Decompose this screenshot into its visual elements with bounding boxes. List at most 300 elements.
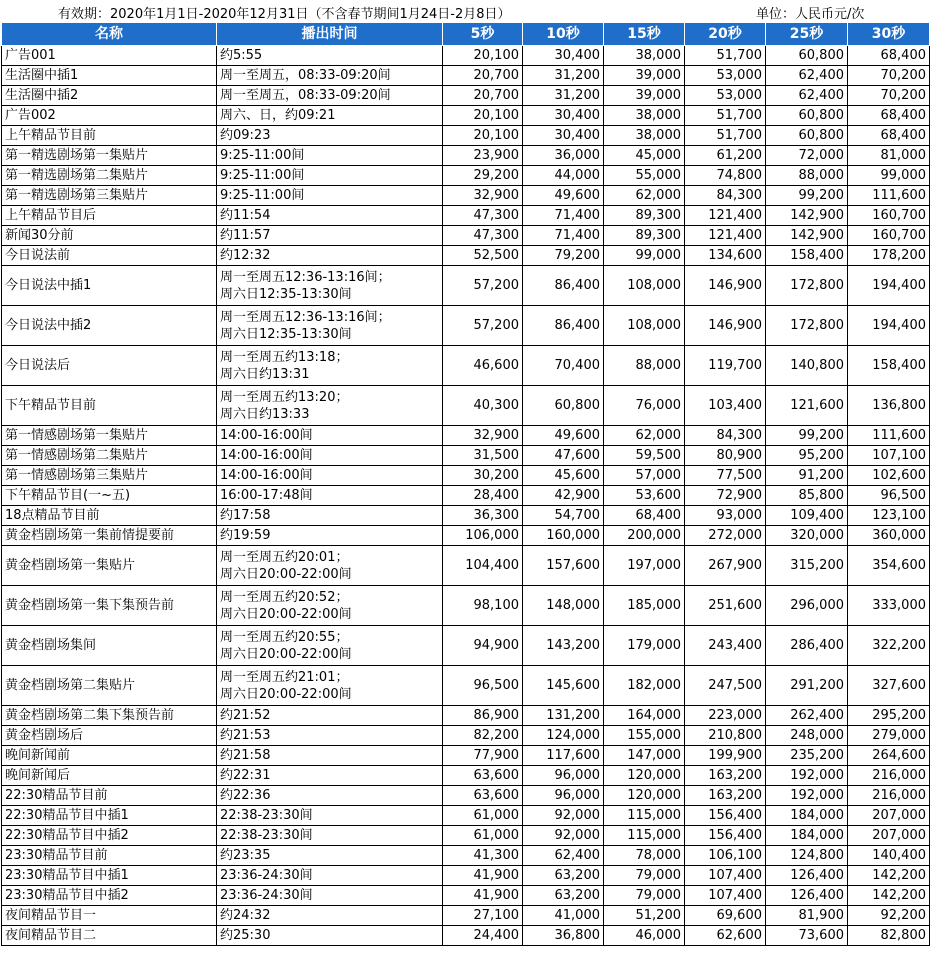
price-cell: 62,400 <box>766 86 848 106</box>
price-cell: 140,400 <box>848 846 930 866</box>
airtime-cell <box>217 466 443 486</box>
price-cell: 40,300 <box>443 386 523 426</box>
price-cell: 74,800 <box>685 166 766 186</box>
table-row <box>2 186 930 206</box>
price-cell: 111,600 <box>848 426 930 446</box>
price-cell: 63,200 <box>523 866 604 886</box>
airtime-line: 约11:54 <box>220 208 271 223</box>
table-row <box>2 886 930 906</box>
slot-name-cell: 黄金档剧场第一集贴片 <box>2 546 217 586</box>
airtime-line: 周一至周五约13:20； <box>220 389 349 405</box>
price-cell: 28,400 <box>443 486 523 506</box>
price-cell: 36,000 <box>523 146 604 166</box>
table-row <box>2 106 930 126</box>
column-header-5s: 5秒 <box>443 23 523 46</box>
price-cell: 62,000 <box>604 186 685 206</box>
table-row <box>2 786 930 806</box>
airtime-line: 周一至周五，08:33-09:20间 <box>220 68 391 83</box>
table-row <box>2 346 930 386</box>
price-cell: 131,200 <box>523 706 604 726</box>
price-cell: 145,600 <box>523 666 604 706</box>
price-cell: 57,000 <box>604 466 685 486</box>
price-cell: 272,000 <box>685 526 766 546</box>
airtime-cell <box>217 746 443 766</box>
table-row <box>2 506 930 526</box>
price-cell: 73,600 <box>766 926 848 946</box>
price-cell: 77,500 <box>685 466 766 486</box>
airtime-cell <box>217 66 443 86</box>
price-cell: 86,900 <box>443 706 523 726</box>
table-row <box>2 206 930 226</box>
price-cell: 86,400 <box>523 266 604 306</box>
slot-name-cell: 第一精选剧场第三集贴片 <box>2 186 217 206</box>
airtime-cell <box>217 346 443 386</box>
price-cell: 99,200 <box>766 186 848 206</box>
price-cell: 32,900 <box>443 186 523 206</box>
price-cell: 68,400 <box>848 106 930 126</box>
currency-unit: 单位：人民币元/次 <box>756 7 865 22</box>
table-row <box>2 866 930 886</box>
slot-name-cell: 黄金档剧场第二集下集预告前 <box>2 706 217 726</box>
price-cell: 194,400 <box>848 306 930 346</box>
column-header-name: 名称 <box>2 23 217 46</box>
column-header-10s: 10秒 <box>523 23 604 46</box>
airtime-cell <box>217 506 443 526</box>
airtime-cell <box>217 106 443 126</box>
price-cell: 251,600 <box>685 586 766 626</box>
price-cell: 24,400 <box>443 926 523 946</box>
price-cell: 20,700 <box>443 66 523 86</box>
airtime-line: 约24:32 <box>220 908 271 923</box>
table-row <box>2 846 930 866</box>
table-row <box>2 266 930 306</box>
airtime-line: 约25:30 <box>220 928 271 943</box>
slot-name-cell: 22:30精品节目中插2 <box>2 826 217 846</box>
price-cell: 86,400 <box>523 306 604 346</box>
price-cell: 216,000 <box>848 786 930 806</box>
slot-name-cell: 第一情感剧场第二集贴片 <box>2 446 217 466</box>
price-cell: 104,400 <box>443 546 523 586</box>
price-cell: 262,400 <box>766 706 848 726</box>
airtime-line: 约21:53 <box>220 728 271 743</box>
price-cell: 63,200 <box>523 886 604 906</box>
price-cell: 20,700 <box>443 86 523 106</box>
price-cell: 160,700 <box>848 226 930 246</box>
price-cell: 32,900 <box>443 426 523 446</box>
airtime-cell <box>217 146 443 166</box>
price-cell: 76,000 <box>604 386 685 426</box>
column-header-20s: 20秒 <box>685 23 766 46</box>
slot-name-cell: 黄金档剧场第一集前情提要前 <box>2 526 217 546</box>
price-cell: 89,300 <box>604 226 685 246</box>
table-row <box>2 726 930 746</box>
slot-name-cell: 今日说法中插2 <box>2 306 217 346</box>
price-cell: 46,600 <box>443 346 523 386</box>
airtime-cell <box>217 526 443 546</box>
price-cell: 78,000 <box>604 846 685 866</box>
airtime-cell <box>217 246 443 266</box>
price-cell: 31,200 <box>523 86 604 106</box>
price-cell: 156,400 <box>685 806 766 826</box>
price-cell: 155,000 <box>604 726 685 746</box>
column-header-25s: 25秒 <box>766 23 848 46</box>
airtime-cell <box>217 446 443 466</box>
price-cell: 41,000 <box>523 906 604 926</box>
price-cell: 247,500 <box>685 666 766 706</box>
price-cell: 163,200 <box>685 766 766 786</box>
price-cell: 354,600 <box>848 546 930 586</box>
price-cell: 115,000 <box>604 826 685 846</box>
table-row <box>2 906 930 926</box>
slot-name-cell: 上午精品节目后 <box>2 206 217 226</box>
price-cell: 84,300 <box>685 186 766 206</box>
airtime-line: 周六日20:00-22:00间 <box>220 686 352 702</box>
price-cell: 45,600 <box>523 466 604 486</box>
airtime-line: 周六日20:00-22:00间 <box>220 566 352 582</box>
table-row <box>2 526 930 546</box>
price-cell: 199,900 <box>685 746 766 766</box>
price-cell: 69,600 <box>685 906 766 926</box>
price-cell: 210,800 <box>685 726 766 746</box>
price-cell: 89,300 <box>604 206 685 226</box>
airtime-line: 约11:57 <box>220 228 271 243</box>
price-cell: 172,800 <box>766 266 848 306</box>
price-cell: 81,900 <box>766 906 848 926</box>
table-row <box>2 546 930 586</box>
slot-name-cell: 夜间精品节目二 <box>2 926 217 946</box>
price-cell: 120,000 <box>604 786 685 806</box>
price-cell: 194,400 <box>848 266 930 306</box>
airtime-cell <box>217 266 443 306</box>
price-cell: 117,600 <box>523 746 604 766</box>
price-cell: 53,000 <box>685 66 766 86</box>
price-cell: 54,700 <box>523 506 604 526</box>
airtime-line: 14:00-16:00间 <box>220 428 313 443</box>
price-cell: 30,200 <box>443 466 523 486</box>
price-cell: 333,000 <box>848 586 930 626</box>
airtime-line: 约21:58 <box>220 748 271 763</box>
airtime-line: 约12:32 <box>220 248 271 263</box>
price-cell: 182,000 <box>604 666 685 706</box>
slot-name-cell: 上午精品节目前 <box>2 126 217 146</box>
airtime-line: 23:36-24:30间 <box>220 888 313 903</box>
price-cell: 60,800 <box>766 46 848 66</box>
price-cell: 30,400 <box>523 126 604 146</box>
price-cell: 80,900 <box>685 446 766 466</box>
price-cell: 92,200 <box>848 906 930 926</box>
price-cell: 49,600 <box>523 426 604 446</box>
price-cell: 121,400 <box>685 206 766 226</box>
price-cell: 134,600 <box>685 246 766 266</box>
price-cell: 44,000 <box>523 166 604 186</box>
price-cell: 157,600 <box>523 546 604 586</box>
price-cell: 160,700 <box>848 206 930 226</box>
price-cell: 62,600 <box>685 926 766 946</box>
price-cell: 61,200 <box>685 146 766 166</box>
validity-period: 有效期：2020年1月1日-2020年12月31日（不含春节期间1月24日-2月8日） <box>58 7 511 22</box>
slot-name-cell: 夜间精品节目一 <box>2 906 217 926</box>
column-header-30s: 30秒 <box>848 23 930 46</box>
slot-name-cell: 新闻30分前 <box>2 226 217 246</box>
price-cell: 51,700 <box>685 126 766 146</box>
price-cell: 68,400 <box>604 506 685 526</box>
price-cell: 61,000 <box>443 806 523 826</box>
price-cell: 63,600 <box>443 786 523 806</box>
column-header-airtime: 播出时间 <box>217 23 443 46</box>
price-cell: 140,800 <box>766 346 848 386</box>
airtime-cell <box>217 766 443 786</box>
airtime-cell <box>217 46 443 66</box>
price-cell: 291,200 <box>766 666 848 706</box>
table-row <box>2 746 930 766</box>
slot-name-cell: 22:30精品节目中插1 <box>2 806 217 826</box>
table-row <box>2 586 930 626</box>
airtime-line: 约19:59 <box>220 528 271 543</box>
price-cell: 99,000 <box>848 166 930 186</box>
price-cell: 192,000 <box>766 766 848 786</box>
price-cell: 223,000 <box>685 706 766 726</box>
price-cell: 96,500 <box>443 666 523 706</box>
airtime-cell <box>217 586 443 626</box>
slot-name-cell: 黄金档剧场第一集下集预告前 <box>2 586 217 626</box>
price-cell: 121,600 <box>766 386 848 426</box>
price-cell: 184,000 <box>766 806 848 826</box>
price-cell: 200,000 <box>604 526 685 546</box>
airtime-line: 周一至周五12:36-13:16间； <box>220 269 391 285</box>
price-cell: 84,300 <box>685 426 766 446</box>
price-cell: 51,700 <box>685 46 766 66</box>
airtime-cell <box>217 846 443 866</box>
header-row <box>2 23 930 46</box>
airtime-line: 9:25-11:00间 <box>220 188 305 203</box>
airtime-line: 周六日20:00-22:00间 <box>220 606 352 622</box>
airtime-line: 约22:36 <box>220 788 271 803</box>
price-cell: 124,800 <box>766 846 848 866</box>
price-cell: 20,100 <box>443 106 523 126</box>
price-cell: 103,400 <box>685 386 766 426</box>
airtime-line: 周一至周五，08:33-09:20间 <box>220 88 391 103</box>
price-cell: 31,500 <box>443 446 523 466</box>
price-cell: 136,800 <box>848 386 930 426</box>
airtime-cell <box>217 386 443 426</box>
slot-name-cell: 晚间新闻后 <box>2 766 217 786</box>
price-cell: 41,900 <box>443 866 523 886</box>
airtime-line: 约23:35 <box>220 848 271 863</box>
slot-name-cell: 23:30精品节目前 <box>2 846 217 866</box>
airtime-cell <box>217 226 443 246</box>
airtime-cell <box>217 806 443 826</box>
table-row <box>2 306 930 346</box>
price-cell: 47,600 <box>523 446 604 466</box>
airtime-cell <box>217 206 443 226</box>
table-row <box>2 926 930 946</box>
price-cell: 322,200 <box>848 626 930 666</box>
airtime-cell <box>217 826 443 846</box>
price-cell: 243,400 <box>685 626 766 666</box>
airtime-line: 9:25-11:00间 <box>220 168 305 183</box>
price-cell: 79,000 <box>604 886 685 906</box>
slot-name-cell: 生活圈中插1 <box>2 66 217 86</box>
price-cell: 41,900 <box>443 886 523 906</box>
price-cell: 20,100 <box>443 46 523 66</box>
price-cell: 63,600 <box>443 766 523 786</box>
airtime-cell <box>217 546 443 586</box>
airtime-line: 周六日20:00-22:00间 <box>220 646 352 662</box>
rate-table <box>1 22 930 946</box>
table-row <box>2 46 930 66</box>
table-row <box>2 146 930 166</box>
price-cell: 70,400 <box>523 346 604 386</box>
airtime-line: 周一至周五约20:01； <box>220 549 349 565</box>
price-cell: 164,000 <box>604 706 685 726</box>
slot-name-cell: 黄金档剧场后 <box>2 726 217 746</box>
price-cell: 47,300 <box>443 206 523 226</box>
price-cell: 192,000 <box>766 786 848 806</box>
price-cell: 148,000 <box>523 586 604 626</box>
airtime-cell <box>217 186 443 206</box>
price-cell: 107,400 <box>685 886 766 906</box>
airtime-cell <box>217 726 443 746</box>
sheet-header <box>0 0 930 22</box>
price-cell: 88,000 <box>604 346 685 386</box>
price-cell: 142,200 <box>848 886 930 906</box>
price-cell: 93,000 <box>685 506 766 526</box>
airtime-line: 23:36-24:30间 <box>220 868 313 883</box>
slot-name-cell: 今日说法前 <box>2 246 217 266</box>
price-cell: 106,000 <box>443 526 523 546</box>
price-cell: 38,000 <box>604 106 685 126</box>
price-cell: 79,200 <box>523 246 604 266</box>
price-cell: 77,900 <box>443 746 523 766</box>
price-cell: 163,200 <box>685 786 766 806</box>
airtime-cell <box>217 926 443 946</box>
price-cell: 185,000 <box>604 586 685 626</box>
price-cell: 123,100 <box>848 506 930 526</box>
price-cell: 85,800 <box>766 486 848 506</box>
airtime-cell <box>217 706 443 726</box>
price-cell: 158,400 <box>766 246 848 266</box>
airtime-cell <box>217 306 443 346</box>
airtime-line: 周六日12:35-13:30间 <box>220 286 352 302</box>
airtime-cell <box>217 786 443 806</box>
slot-name-cell: 下午精品节目(一~五) <box>2 486 217 506</box>
airtime-cell <box>217 866 443 886</box>
slot-name-cell: 今日说法中插1 <box>2 266 217 306</box>
price-cell: 96,000 <box>523 766 604 786</box>
price-cell: 60,800 <box>523 386 604 426</box>
airtime-cell <box>217 426 443 446</box>
price-cell: 94,900 <box>443 626 523 666</box>
price-cell: 30,400 <box>523 106 604 126</box>
slot-name-cell: 18点精品节目前 <box>2 506 217 526</box>
airtime-line: 14:00-16:00间 <box>220 468 313 483</box>
price-cell: 41,300 <box>443 846 523 866</box>
table-body <box>2 46 930 946</box>
airtime-line: 周六日约13:31 <box>220 366 310 382</box>
airtime-cell <box>217 166 443 186</box>
price-cell: 126,400 <box>766 866 848 886</box>
price-cell: 92,000 <box>523 826 604 846</box>
airtime-line: 约22:31 <box>220 768 271 783</box>
airtime-cell <box>217 86 443 106</box>
price-cell: 120,000 <box>604 766 685 786</box>
price-cell: 57,200 <box>443 266 523 306</box>
price-cell: 320,000 <box>766 526 848 546</box>
slot-name-cell: 下午精品节目前 <box>2 386 217 426</box>
airtime-line: 9:25-11:00间 <box>220 148 305 163</box>
price-cell: 60,800 <box>766 106 848 126</box>
slot-name-cell: 生活圈中插2 <box>2 86 217 106</box>
airtime-cell <box>217 626 443 666</box>
price-cell: 53,600 <box>604 486 685 506</box>
price-cell: 235,200 <box>766 746 848 766</box>
price-cell: 107,100 <box>848 446 930 466</box>
price-cell: 52,500 <box>443 246 523 266</box>
price-cell: 53,000 <box>685 86 766 106</box>
price-cell: 179,000 <box>604 626 685 666</box>
slot-name-cell: 今日说法后 <box>2 346 217 386</box>
airtime-line: 周一至周五约20:55； <box>220 629 349 645</box>
airtime-line: 周一至周五约13:18； <box>220 349 349 365</box>
price-cell: 79,000 <box>604 866 685 886</box>
price-cell: 96,500 <box>848 486 930 506</box>
table-row <box>2 166 930 186</box>
table-row <box>2 126 930 146</box>
price-cell: 98,100 <box>443 586 523 626</box>
price-cell: 51,200 <box>604 906 685 926</box>
price-cell: 38,000 <box>604 46 685 66</box>
price-cell: 68,400 <box>848 126 930 146</box>
price-cell: 68,400 <box>848 46 930 66</box>
price-cell: 108,000 <box>604 266 685 306</box>
price-cell: 207,000 <box>848 806 930 826</box>
price-cell: 279,000 <box>848 726 930 746</box>
table-row <box>2 426 930 446</box>
slot-name-cell: 黄金档剧场第二集贴片 <box>2 666 217 706</box>
airtime-line: 14:00-16:00间 <box>220 448 313 463</box>
price-cell: 31,200 <box>523 66 604 86</box>
price-cell: 95,200 <box>766 446 848 466</box>
price-cell: 82,200 <box>443 726 523 746</box>
price-cell: 82,800 <box>848 926 930 946</box>
slot-name-cell: 23:30精品节目中插1 <box>2 866 217 886</box>
table-row <box>2 246 930 266</box>
slot-name-cell: 黄金档剧场集间 <box>2 626 217 666</box>
price-cell: 45,000 <box>604 146 685 166</box>
price-cell: 119,700 <box>685 346 766 386</box>
price-cell: 36,800 <box>523 926 604 946</box>
price-cell: 62,400 <box>766 66 848 86</box>
price-cell: 327,600 <box>848 666 930 706</box>
table-row <box>2 626 930 666</box>
price-cell: 172,800 <box>766 306 848 346</box>
airtime-line: 周六、日，约09:21 <box>220 108 336 123</box>
price-cell: 61,000 <box>443 826 523 846</box>
price-cell: 30,400 <box>523 46 604 66</box>
price-cell: 70,200 <box>848 86 930 106</box>
price-cell: 142,900 <box>766 226 848 246</box>
table-row <box>2 226 930 246</box>
table-row <box>2 706 930 726</box>
slot-name-cell: 广告001 <box>2 46 217 66</box>
price-cell: 109,400 <box>766 506 848 526</box>
price-cell: 46,000 <box>604 926 685 946</box>
airtime-cell <box>217 906 443 926</box>
price-cell: 108,000 <box>604 306 685 346</box>
airtime-line: 周一至周五约21:01； <box>220 669 349 685</box>
price-cell: 62,400 <box>523 846 604 866</box>
table-row <box>2 826 930 846</box>
